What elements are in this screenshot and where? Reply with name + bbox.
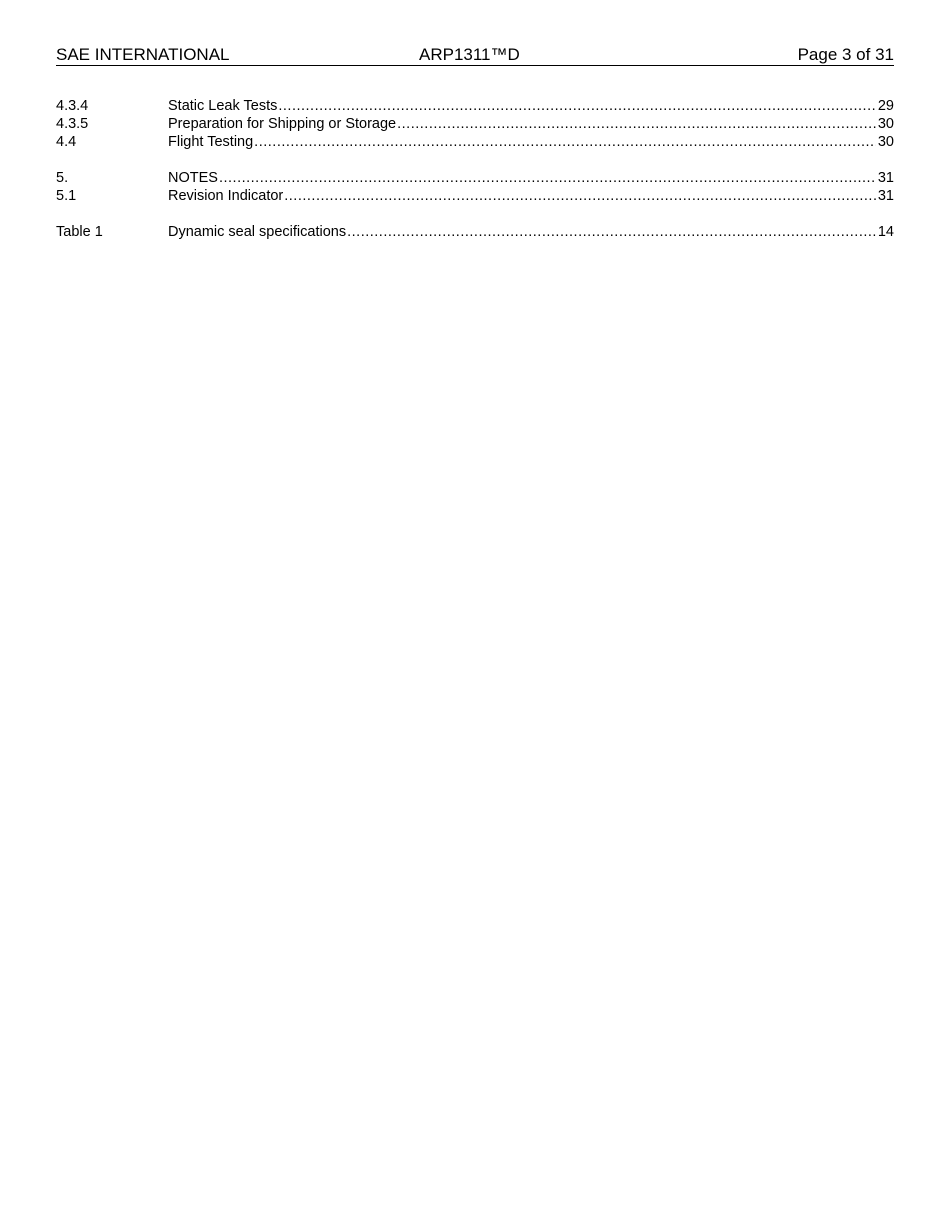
page-header bbox=[56, 44, 894, 66]
toc-entry-page: 30 bbox=[877, 134, 894, 150]
header-organization: SAE INTERNATIONAL bbox=[56, 45, 230, 64]
toc-entry bbox=[56, 187, 894, 205]
toc-entry-page: 14 bbox=[877, 224, 894, 240]
toc-entry-title: Static Leak Tests bbox=[168, 98, 278, 114]
toc-entry bbox=[56, 169, 894, 187]
toc-entry bbox=[56, 133, 894, 151]
toc-entry bbox=[56, 115, 894, 133]
toc-dot-leader bbox=[254, 133, 876, 151]
toc-entry-number: Table 1 bbox=[56, 224, 103, 240]
toc-dot-leader bbox=[278, 97, 876, 115]
toc-entry-number: 4.3.4 bbox=[56, 98, 89, 114]
toc-entry bbox=[56, 97, 894, 115]
toc-entry-title: Revision Indicator bbox=[168, 188, 284, 204]
toc-group bbox=[56, 97, 894, 151]
toc-dot-leader bbox=[219, 169, 876, 187]
toc-entry-page: 31 bbox=[877, 188, 894, 204]
toc-entry-number: 4.4 bbox=[56, 134, 77, 150]
header-page-number: Page 3 of 31 bbox=[797, 45, 894, 64]
toc-dot-leader bbox=[284, 187, 876, 205]
toc-entry-title: Dynamic seal specifications bbox=[168, 224, 347, 240]
table-of-contents bbox=[56, 97, 894, 259]
toc-entry-title: Preparation for Shipping or Storage bbox=[168, 116, 397, 132]
toc-group bbox=[56, 223, 894, 241]
toc-dot-leader bbox=[397, 115, 876, 133]
toc-entry-number: 5.1 bbox=[56, 188, 77, 204]
toc-entry-number: 4.3.5 bbox=[56, 116, 89, 132]
toc-entry-page: 31 bbox=[877, 170, 894, 186]
toc-dot-leader bbox=[347, 223, 876, 241]
toc-entry-page: 30 bbox=[877, 116, 894, 132]
document-page bbox=[56, 44, 894, 240]
toc-entry-number: 5. bbox=[56, 170, 69, 186]
toc-entry-title: NOTES bbox=[168, 170, 218, 186]
toc-entry bbox=[56, 223, 894, 241]
toc-group bbox=[56, 169, 894, 205]
toc-entry-page: 29 bbox=[877, 98, 894, 114]
header-document-id: ARP1311™D bbox=[419, 45, 520, 64]
toc-entry-title: Flight Testing bbox=[168, 134, 254, 150]
